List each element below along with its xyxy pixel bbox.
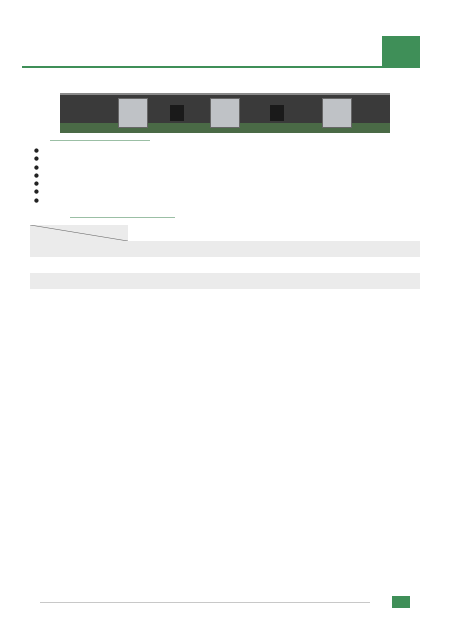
list-item xyxy=(34,172,40,180)
page-number xyxy=(392,596,410,608)
video-label xyxy=(30,273,420,289)
list-item xyxy=(34,164,40,172)
features-rule xyxy=(50,140,150,141)
product-image xyxy=(60,93,390,133)
footer-rule xyxy=(40,602,370,603)
protocol-value xyxy=(30,257,420,273)
dvi-connector xyxy=(118,98,148,128)
list-item xyxy=(34,147,40,155)
header-rule xyxy=(22,66,420,68)
model-value xyxy=(128,225,420,241)
list-item xyxy=(34,197,40,205)
board-chip xyxy=(170,105,184,121)
board-chip xyxy=(270,105,284,121)
section-tab-letter xyxy=(382,36,420,66)
list-item xyxy=(34,188,40,196)
features-list xyxy=(34,147,40,205)
corner-diagonal xyxy=(30,225,128,241)
corner-cell xyxy=(30,225,128,241)
table-row xyxy=(30,225,420,241)
protocol-label xyxy=(30,241,420,257)
dvi-connector xyxy=(210,98,240,128)
spec-rule xyxy=(70,217,175,218)
dvi-connector xyxy=(322,98,352,128)
list-item xyxy=(34,155,40,163)
list-item xyxy=(34,180,40,188)
